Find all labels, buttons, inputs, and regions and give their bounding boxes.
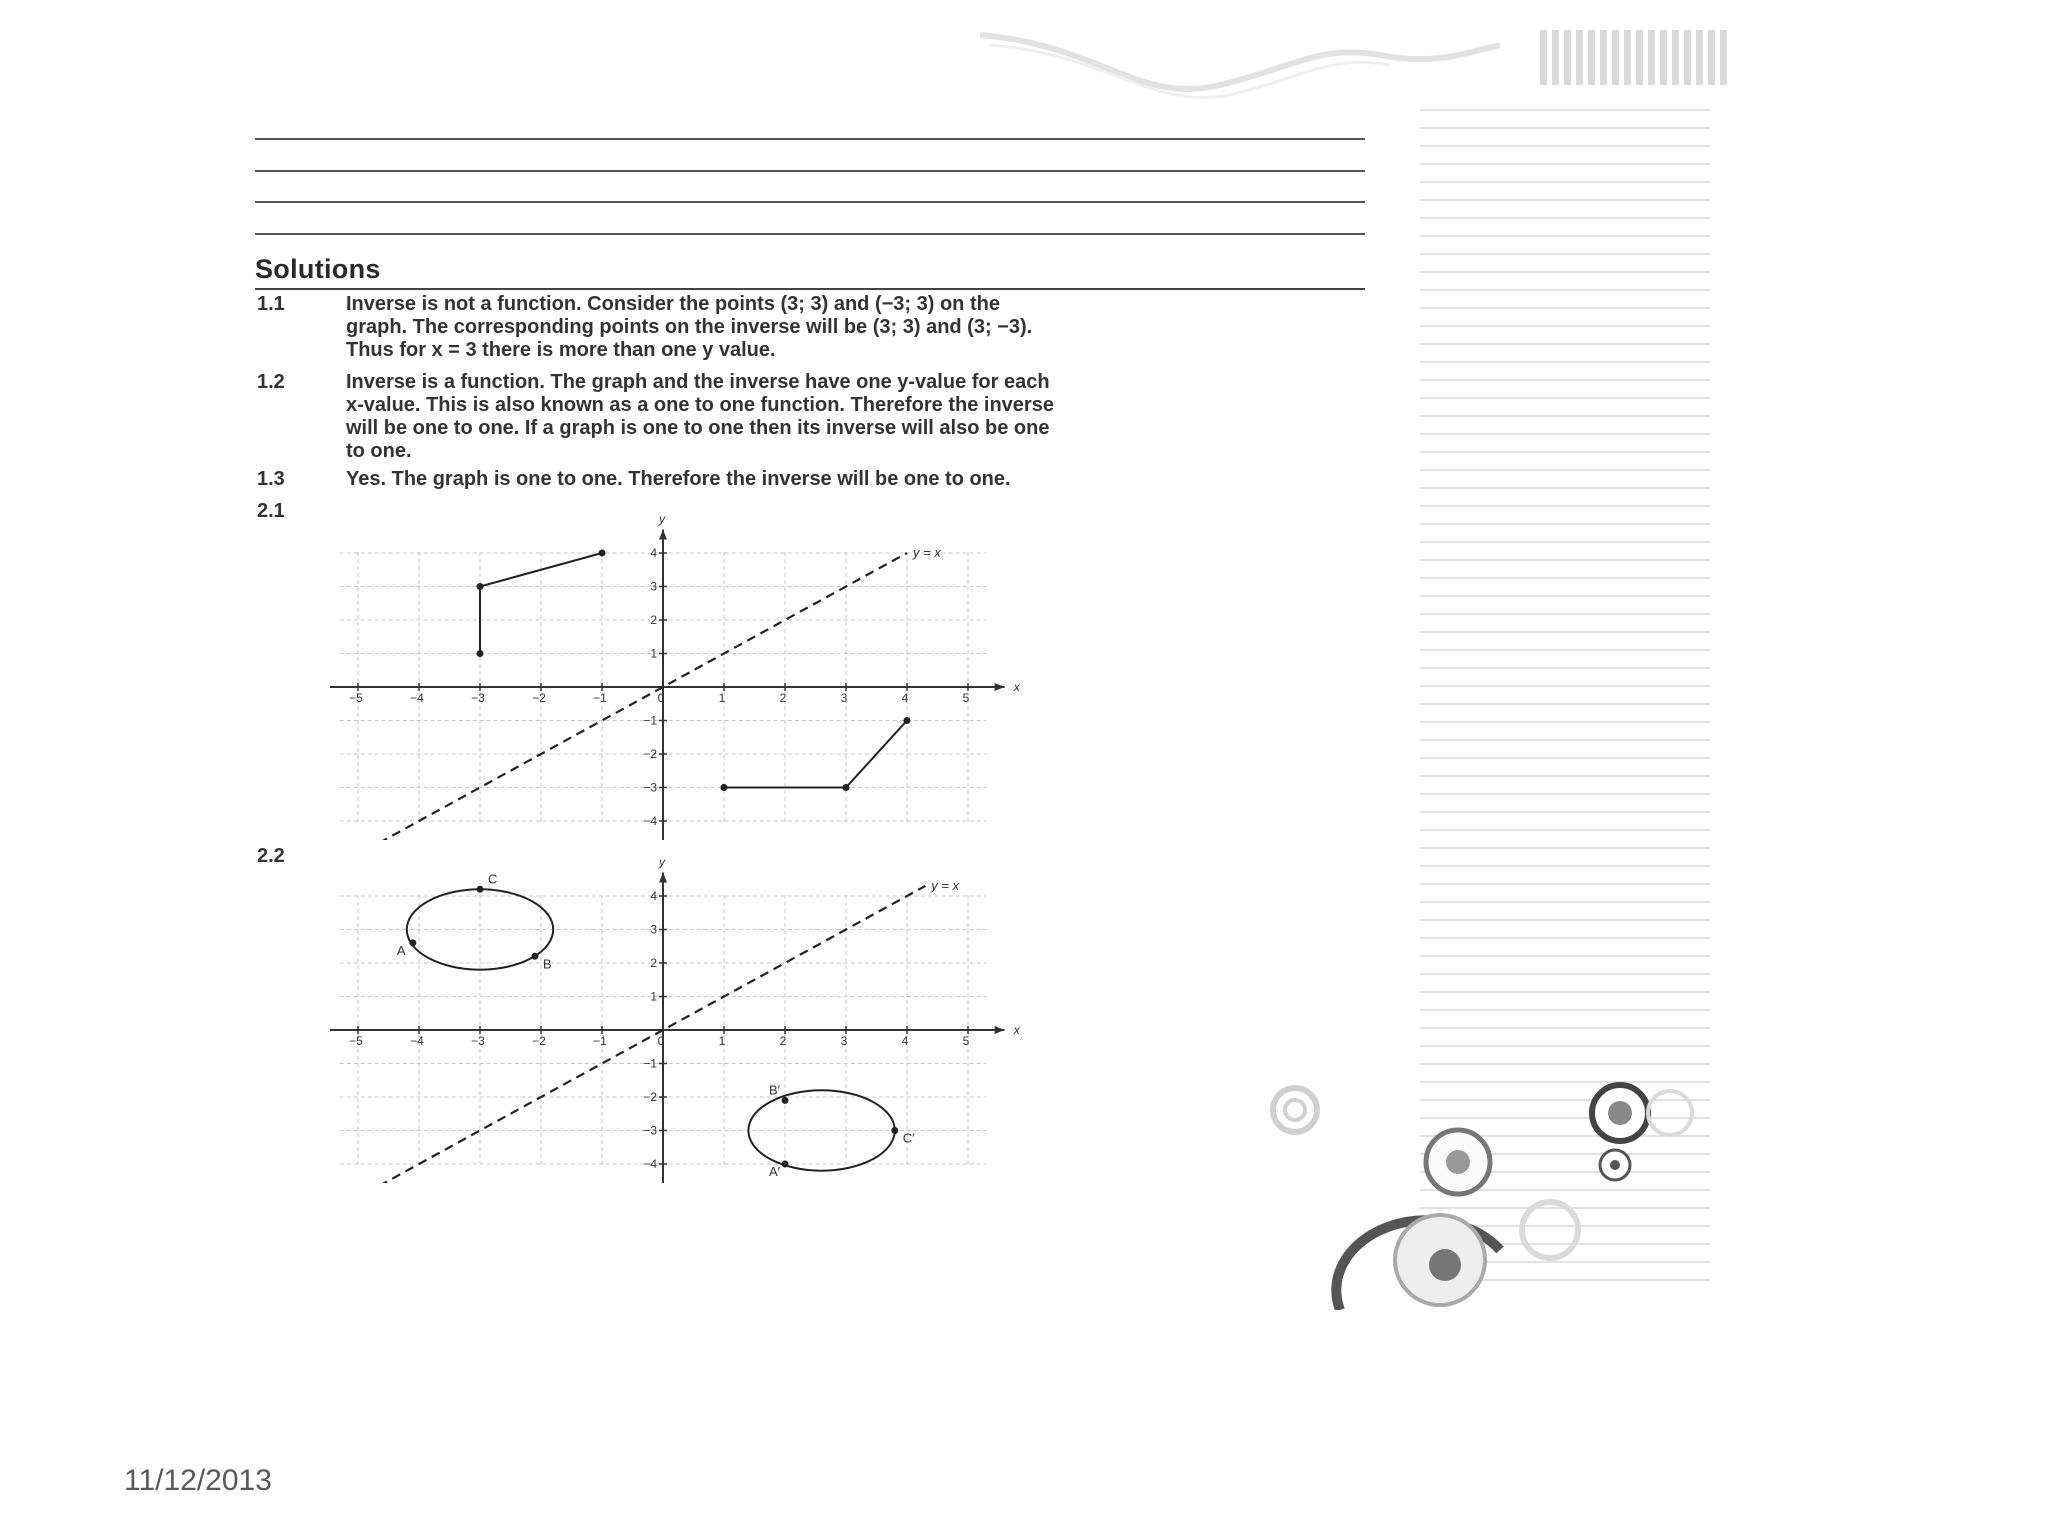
y-axis-label: y xyxy=(659,854,665,869)
y-tick-label: 4 xyxy=(650,889,657,903)
reference-line-label: y = x xyxy=(931,877,960,893)
writing-line xyxy=(255,170,1365,172)
data-point xyxy=(904,717,911,724)
data-point xyxy=(599,550,606,557)
reference-line-label: y = x xyxy=(913,545,941,560)
x-tick-label: −4 xyxy=(410,691,424,705)
x-axis-label: x xyxy=(1013,680,1020,694)
solution-text xyxy=(346,293,1366,362)
x-tick-label: 3 xyxy=(840,1034,848,1048)
y-tick-label: 2 xyxy=(650,956,657,970)
point-label: B′ xyxy=(769,1082,781,1098)
circle-point xyxy=(782,1097,789,1104)
y-tick-label: 2 xyxy=(650,613,657,627)
decorative-ball-circles xyxy=(1200,1050,1720,1310)
graph-2-1 xyxy=(330,500,1050,840)
y-tick-label: 3 xyxy=(650,922,657,937)
y-tick-label: −4 xyxy=(643,1157,657,1171)
circle-point xyxy=(477,886,484,893)
data-point xyxy=(477,650,484,657)
data-point xyxy=(721,784,728,791)
circle-point xyxy=(782,1161,789,1168)
x-tick-label: 1 xyxy=(718,1034,726,1048)
item-number: 2.1 xyxy=(257,500,285,522)
x-tick-label: 0 xyxy=(657,691,665,705)
text-line: x-value. This is also known as a one to one function. Therefore the inverse xyxy=(346,394,1054,416)
x-tick-label: −5 xyxy=(349,691,363,705)
point-label: C xyxy=(488,871,498,887)
circle-point xyxy=(531,953,538,960)
x-tick-label: 5 xyxy=(962,1034,970,1048)
point-label: A xyxy=(396,942,406,958)
data-point xyxy=(843,784,850,791)
y-tick-label: −3 xyxy=(643,1123,657,1138)
x-tick-label: 2 xyxy=(779,691,787,705)
y-tick-label: −1 xyxy=(643,713,657,728)
item-number: 1.3 xyxy=(257,468,285,490)
item-number: 2.2 xyxy=(257,845,285,867)
x-tick-label: −2 xyxy=(532,1034,546,1048)
x-tick-label: 0 xyxy=(657,1034,665,1048)
x-tick-label: −4 xyxy=(410,1034,424,1048)
y-tick-label: 1 xyxy=(650,646,657,661)
y-axis-label: y xyxy=(659,511,665,526)
text-line: graph. The corresponding points on the inverse will be (3; 3) and (3; −3). xyxy=(346,316,1033,338)
graph-2-2 xyxy=(330,843,1050,1183)
x-axis-arrow xyxy=(995,1026,1005,1034)
reference-line-y-equals-x xyxy=(340,886,926,1183)
text-line: Thus for x = 3 there is more than one y value. xyxy=(346,339,776,361)
y-tick-label: −4 xyxy=(643,814,657,828)
circle-point xyxy=(409,939,416,946)
x-tick-label: −3 xyxy=(471,691,485,705)
point-label: B xyxy=(542,956,552,972)
x-tick-label: 2 xyxy=(779,1034,787,1048)
x-tick-label: 3 xyxy=(840,691,848,705)
writing-line xyxy=(255,138,1365,140)
reference-line-y-equals-x xyxy=(340,553,907,840)
solution-text xyxy=(346,371,1366,463)
y-tick-label: 4 xyxy=(650,546,657,560)
text-line: Inverse is not a function. Consider the points (3; 3) and (−3; 3) on the xyxy=(346,293,1000,315)
text-line: to one. xyxy=(346,440,412,462)
section-heading: Solutions xyxy=(255,254,381,284)
x-tick-label: 1 xyxy=(718,691,726,705)
data-point xyxy=(477,583,484,590)
x-axis-label: x xyxy=(1013,1023,1020,1037)
heading-rule xyxy=(255,288,1365,290)
y-tick-label: −3 xyxy=(643,780,657,795)
solution-text xyxy=(346,468,1366,491)
y-tick-label: 1 xyxy=(650,989,657,1004)
point-label: C′ xyxy=(902,1130,915,1146)
item-number: 1.2 xyxy=(257,371,285,393)
x-tick-label: −1 xyxy=(593,691,607,705)
y-tick-label: 3 xyxy=(650,579,657,594)
y-axis-arrow xyxy=(659,530,667,540)
writing-line xyxy=(255,233,1365,235)
x-tick-label: 4 xyxy=(901,1034,909,1048)
x-tick-label: 4 xyxy=(901,691,909,705)
x-tick-label: −3 xyxy=(471,1034,485,1048)
y-tick-label: −2 xyxy=(643,1090,657,1104)
writing-line xyxy=(255,201,1365,203)
item-number: 1.1 xyxy=(257,293,285,315)
text-line: Yes. The graph is one to one. Therefore the inverse will be one to one. xyxy=(346,468,1011,490)
x-tick-label: −2 xyxy=(532,691,546,705)
text-line: will be one to one. If a graph is one to one then its inverse will also be one xyxy=(346,417,1050,439)
y-axis-arrow xyxy=(659,873,667,883)
point-label: A′ xyxy=(769,1164,781,1179)
footer-date: 11/12/2013 xyxy=(124,1464,272,1497)
x-axis-arrow xyxy=(995,683,1005,691)
circle-point xyxy=(891,1127,898,1134)
x-tick-label: 5 xyxy=(962,691,970,705)
y-tick-label: −2 xyxy=(643,747,657,761)
text-line: Inverse is a function. The graph and the inverse have one y-value for each xyxy=(346,371,1050,393)
y-tick-label: −1 xyxy=(643,1056,657,1071)
decorative-bars xyxy=(1460,30,1740,90)
x-tick-label: −1 xyxy=(593,1034,607,1048)
x-tick-label: −5 xyxy=(349,1034,363,1048)
